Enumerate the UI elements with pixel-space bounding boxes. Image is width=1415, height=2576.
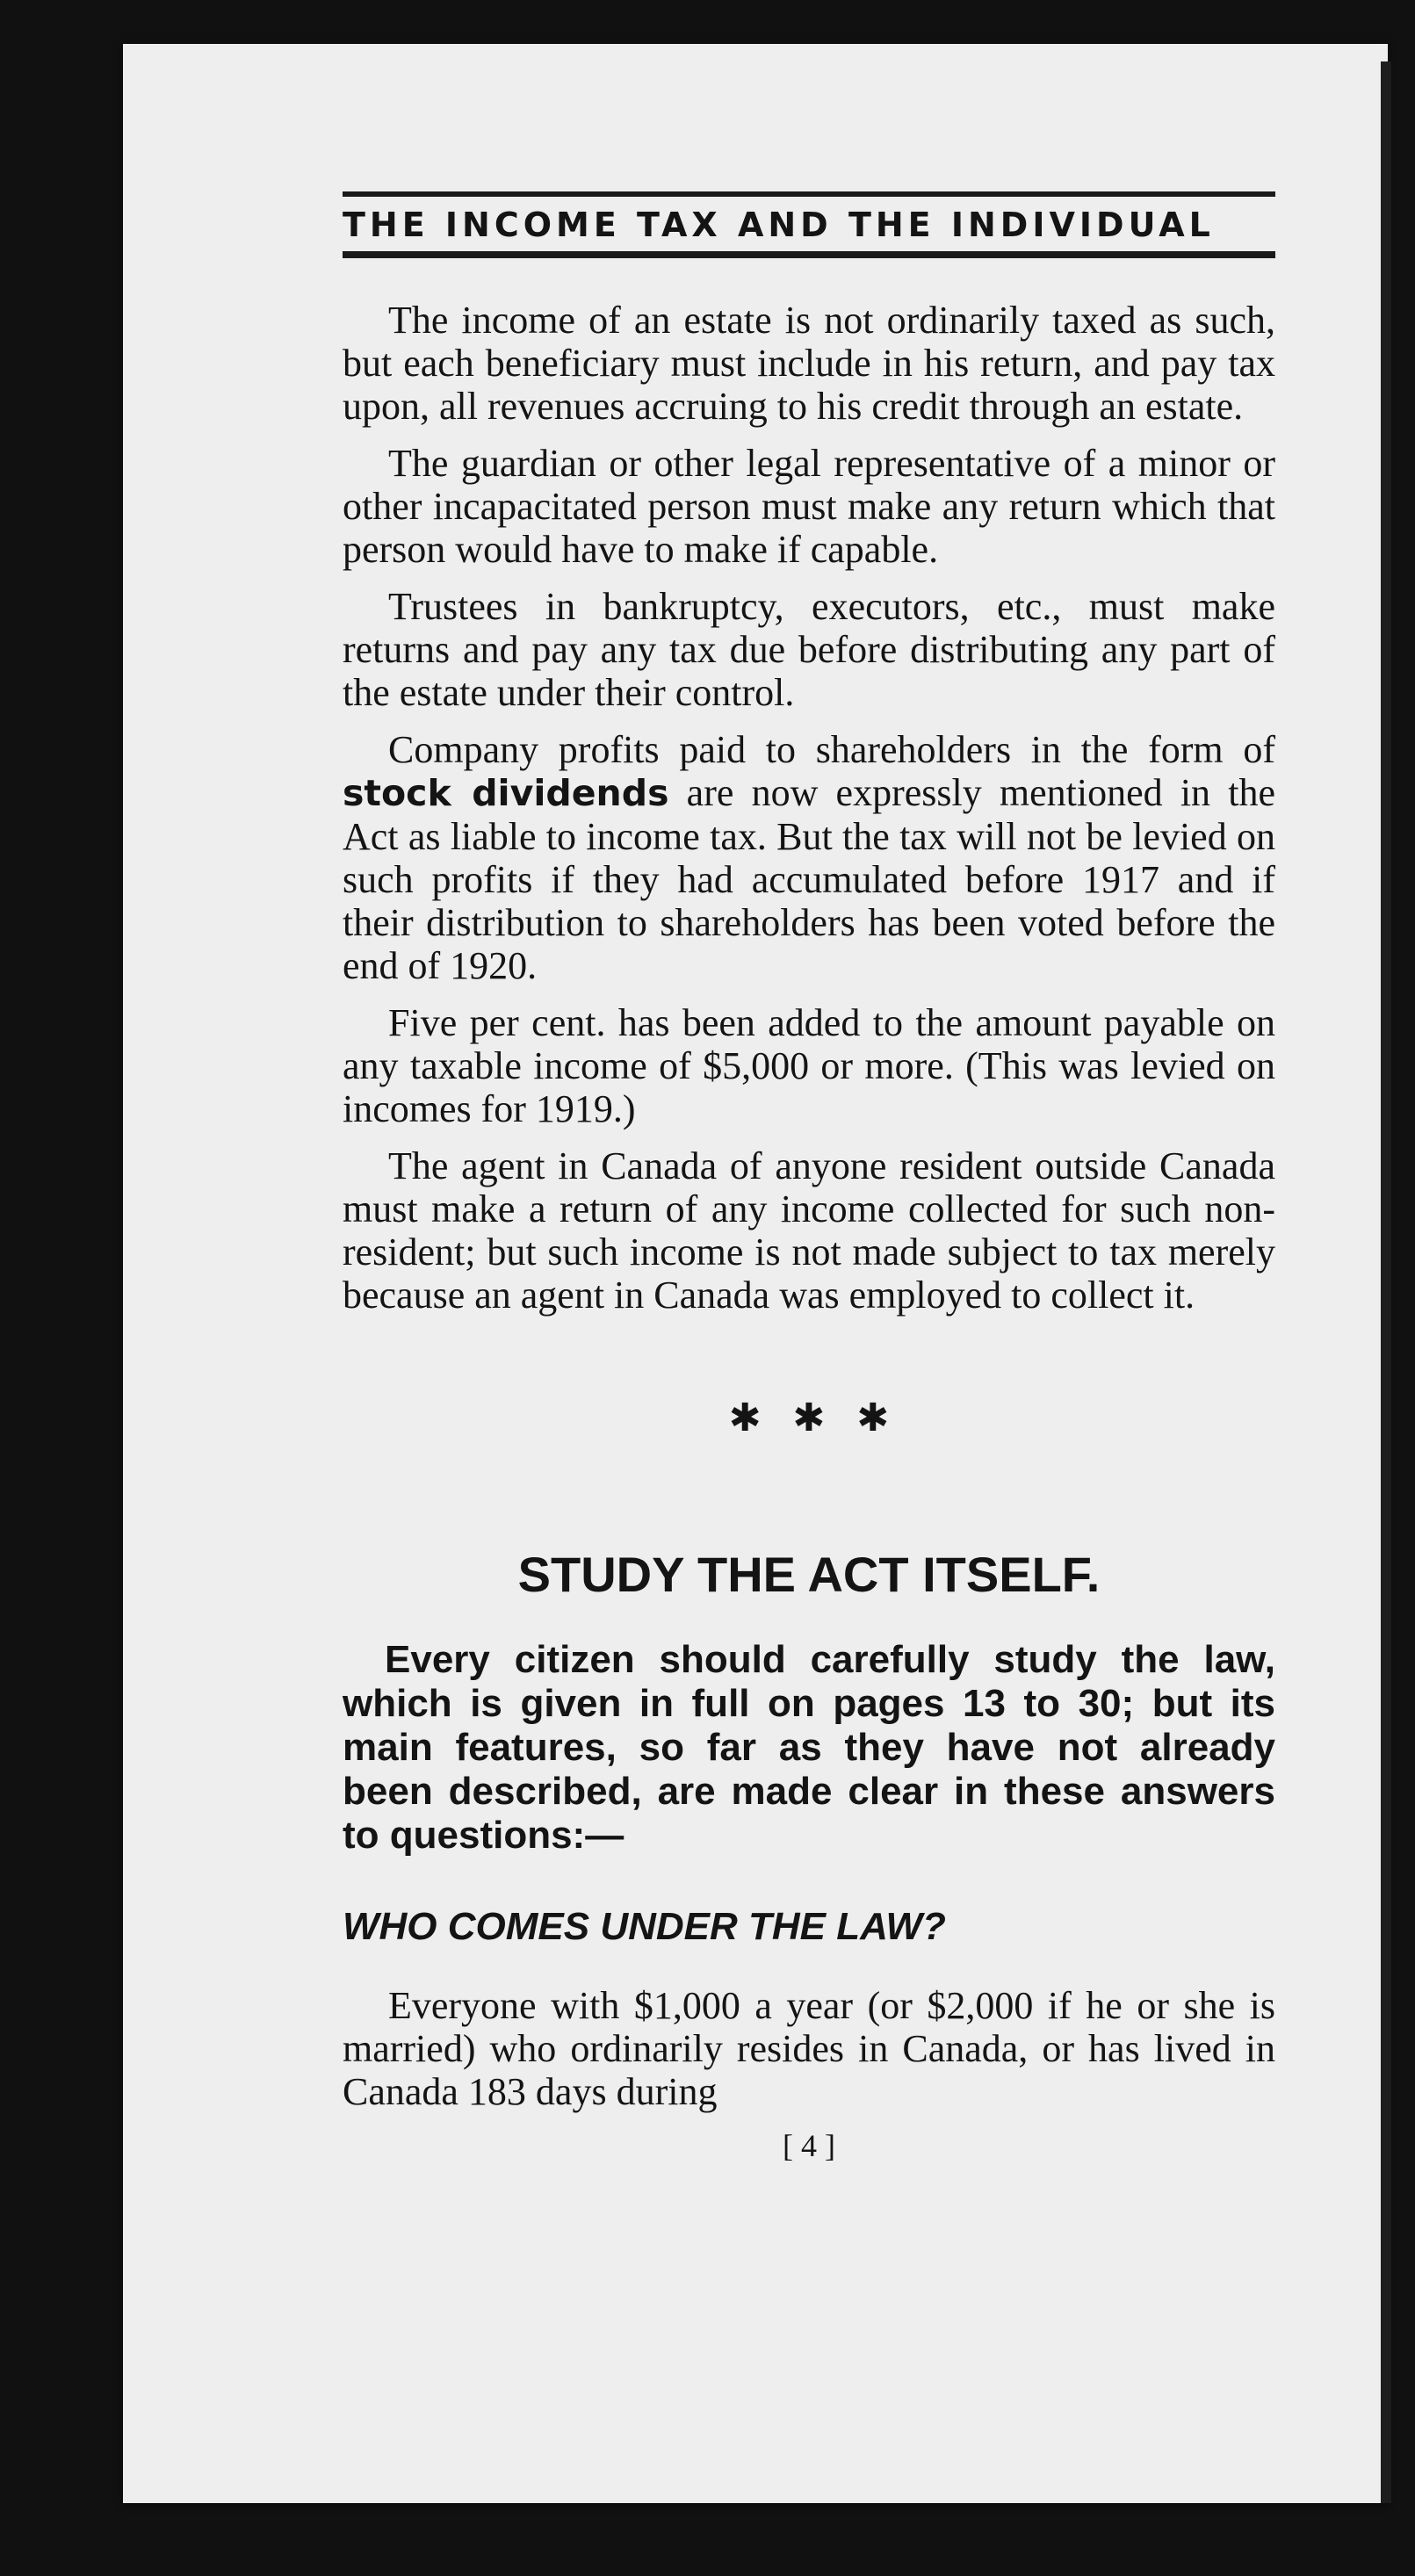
section-lead-paragraph: Every citizen should carefully study the law, which is given in full on pages 13 to 30; but its main features, so far as they have not already been described, are made clear in these answers to questions:—: [343, 1638, 1275, 1857]
header-rule-top: [343, 191, 1275, 197]
paragraph-stock-dividends: [343, 728, 1275, 987]
page-number: [ 4 ]: [783, 2128, 835, 2163]
running-title: THE INCOME TAX AND THE INDIVIDUAL: [343, 206, 1215, 244]
stock-dividends-emphasis: stock dividends: [343, 772, 669, 814]
paragraph-estate-income: The income of an estate is not ordinarily taxed as such, but each beneficiary must include in his return, and pay tax upon, all revenues accruing to his credit through an estate.: [343, 299, 1275, 428]
section-separator: ✱✱✱: [728, 1396, 921, 1440]
paragraph-five-per-cent: Five per cent. has been added to the amount payable on any taxable income of $5,000 or more. (This was levied on incomes for 1919.): [343, 1001, 1275, 1130]
question-subheading: WHO COMES UNDER THE LAW?: [343, 1905, 946, 1948]
page-content: [343, 191, 1275, 2164]
adjacent-page-edge: [1381, 61, 1391, 2503]
paragraph-agent-in-canada: The agent in Canada of anyone resident outside Canada must make a return of any income collected for such non-resident; but such income is not made subject to tax merely because an agent in Canada was employed to collect it.: [343, 1144, 1275, 1317]
section-heading: STUDY THE ACT ITSELF.: [517, 1547, 1101, 1602]
paragraph-guardian: The guardian or other legal representative of a minor or other incapacitated person must make any return which that person would have to make if capable.: [343, 442, 1275, 571]
header-rule-bottom: [343, 251, 1275, 258]
stock-text-before: Company profits paid to shareholders in the form of: [388, 728, 1275, 771]
paragraph-trustees: Trustees in bankruptcy, executors, etc., must make returns and pay any tax due before distributing any part of the estate under their control.: [343, 585, 1275, 714]
paragraph-everyone: Everyone with $1,000 a year (or $2,000 if he or she is married) who ordinarily resides in Canada, or has lived in Canada 183 days during: [343, 1984, 1275, 2113]
stock-text-after: are now expressly mentioned in the Act as liable to income tax. But the tax will not be levied on such profits if they had accumulated before 1917 and if their distribution to shareholders has been voted before the end of 1920.: [343, 771, 1275, 987]
